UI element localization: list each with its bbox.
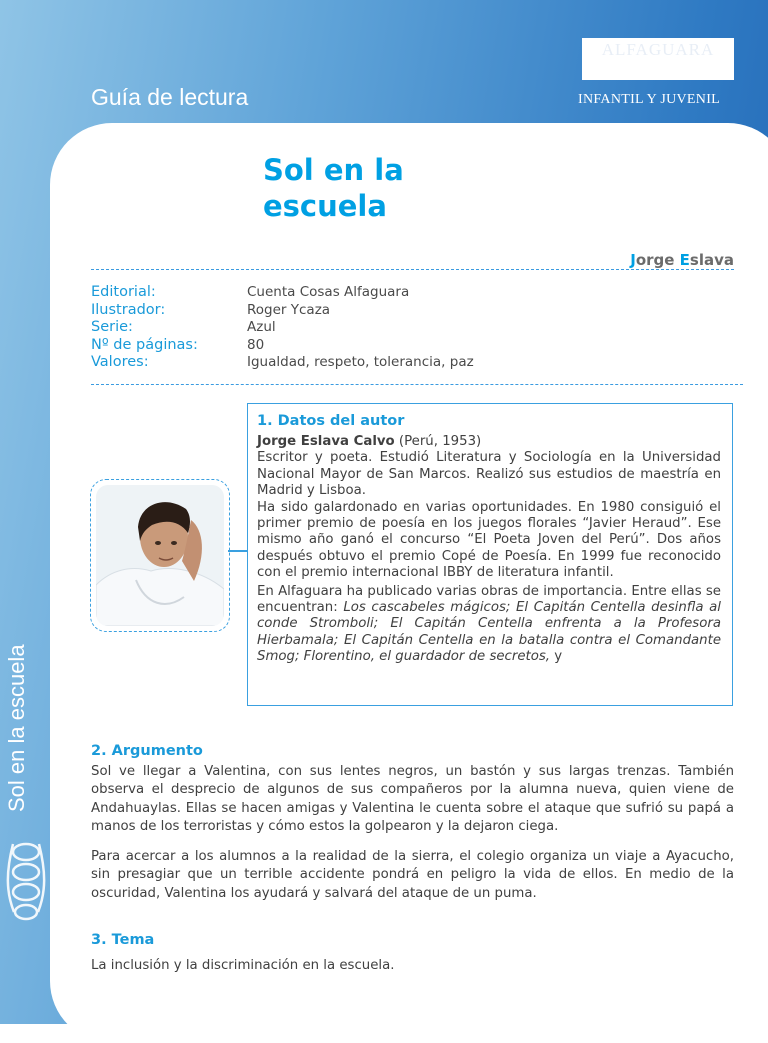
section-heading-theme: 3. Tema — [91, 932, 155, 948]
meta-row: Nº de páginas: 80 — [91, 336, 265, 353]
divider-top — [91, 269, 734, 270]
author-works-paragraph: En Alfaguara ha publicado varias obras de importancia. Entre ellas se encuentran: Los cascabeles mágicos; El Capitán Centella desinfla al conde Stromboli; El Capitán Centella enfrenta a la Profesora Hierbamala; El Capitán Centella en la batalla contra el Comandante Smog; Florentino, el guardador de secretos, y — [257, 583, 721, 665]
meta-row: Ilustrador: Roger Ycaza — [91, 301, 331, 318]
meta-row: Valores: Igualdad, respeto, tolerancia, paz — [91, 354, 474, 370]
meta-row: Serie: Azul — [91, 319, 276, 335]
argument-paragraph-1: Sol ve llegar a Valentina, con sus lentes negros, un bastón y sus largas trenzas. También observa el desprecio de algunos de sus compañeros por la alumna nueva, quien viene de Andahuaylas. Ellas se hacen amigas y Valentina le cuenta sobre el ataque que sufrió su papá a manos de los terroristas y cómo estos la golpearon y la dejaron ciega. — [91, 764, 734, 835]
author-info-box — [247, 403, 733, 706]
divider-bottom — [91, 384, 743, 385]
guide-label: Guía de lectura — [91, 84, 249, 110]
author-bio-paragraph: Escritor y poeta. Estudió Literatura y Sociología en la Universidad Nacional Mayor de San Marcos. Realizó sus estudios de maestría en Madrid y Lisboa. — [257, 450, 721, 499]
side-title: Sol en la escuela — [4, 644, 29, 812]
book-author: Jorge Eslava — [630, 251, 734, 269]
argument-paragraph-2: Para acercar a los alumnos a la realidad de la sierra, el colegio organiza un viaje a Ayacucho, sin presagiar que un terrible accidente pondrá en peligro la vida de ellos. En medio de la oscuridad, Valentina los ayudará y salvará del ataque de un puma. — [91, 849, 734, 901]
author-awards-paragraph: Ha sido galardonado en varias oportunidades. En 1980 consiguió el primer premio de poesía en los juegos florales “Javier Heraud”. Ese mismo año ganó el concurso “El Poeta Joven del Perú”. Dos años después obtuvo el premio Copé de Poesía. En 1999 fue reconocido con el premio internacional IBBY de literatura infantil. — [257, 499, 721, 581]
book-metadata — [91, 284, 474, 372]
section-heading-argument: 2. Argumento — [91, 743, 203, 759]
celtic-knot-icon — [6, 822, 46, 932]
series-label: INFANTIL Y JUVENIL — [578, 92, 721, 107]
author-photo-frame — [90, 479, 230, 632]
book-title: Sol en la escuela — [263, 153, 404, 223]
photo-connector — [228, 550, 248, 552]
section-heading-author: 1. Datos del autor — [257, 413, 405, 429]
author-name-line: Jorge Eslava Calvo (Perú, 1953) — [257, 434, 482, 449]
author-text — [257, 434, 721, 666]
author-info-content — [257, 413, 721, 666]
publisher-logo-text: ALFAGUARA — [601, 40, 715, 59]
publisher-logo — [582, 38, 734, 80]
meta-row: Editorial: Cuenta Cosas Alfaguara — [91, 284, 410, 300]
theme-text: La inclusión y la discriminación en la escuela. — [91, 958, 395, 973]
author-portrait — [96, 485, 224, 626]
